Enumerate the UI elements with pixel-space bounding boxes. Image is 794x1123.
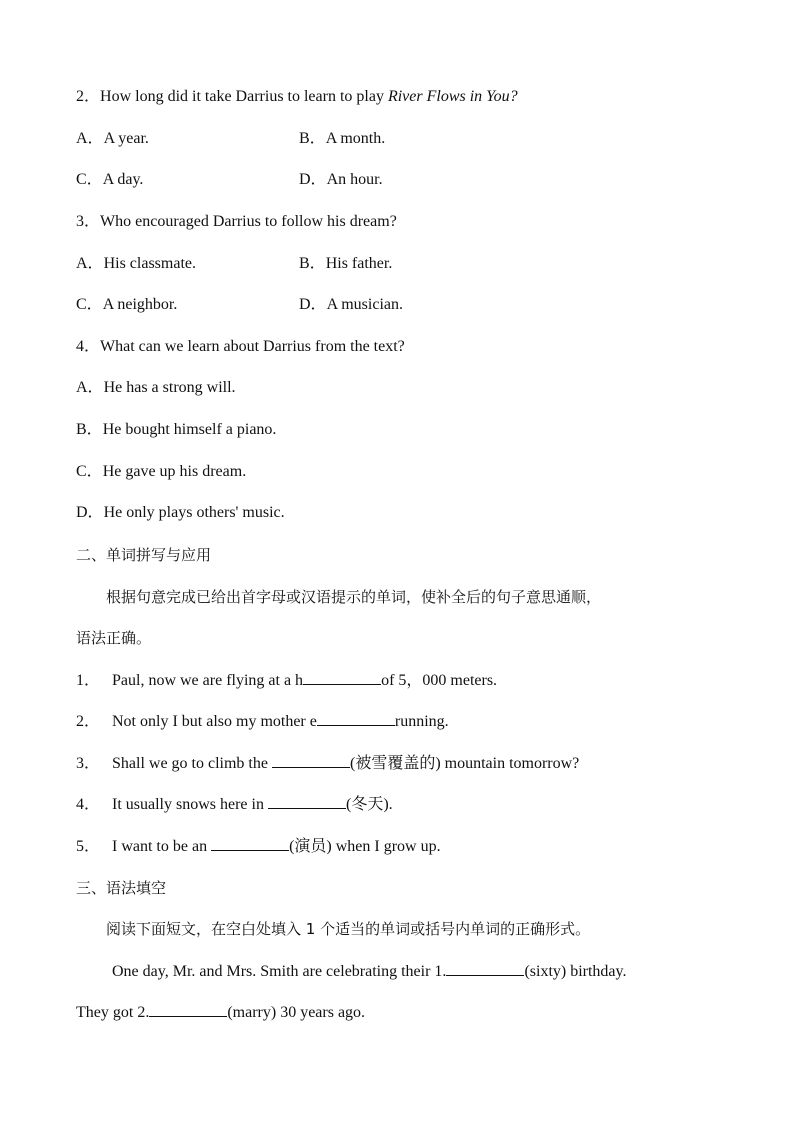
answer-blank[interactable] xyxy=(149,1002,227,1017)
passage-line-2 xyxy=(76,1002,365,1023)
question-3 xyxy=(76,212,397,232)
answer-blank[interactable] xyxy=(446,961,524,976)
spelling-item-3 xyxy=(76,753,579,774)
option-text: An hour. xyxy=(326,171,383,188)
item-text-after: running. xyxy=(394,713,449,730)
option-label: D． xyxy=(299,296,327,313)
option-text: He bought himself a piano. xyxy=(102,421,277,438)
option-label: D． xyxy=(299,171,327,188)
answer-blank[interactable] xyxy=(303,670,381,685)
option-a[interactable] xyxy=(76,254,196,274)
option-text: A musician. xyxy=(326,296,403,313)
answer-blank[interactable] xyxy=(211,836,289,851)
option-c[interactable] xyxy=(76,462,246,482)
item-number: 2． xyxy=(76,713,101,730)
passage-text: (sixty) birthday. xyxy=(524,963,627,980)
option-label: B． xyxy=(299,130,326,147)
option-d[interactable] xyxy=(299,170,383,190)
option-b[interactable] xyxy=(299,129,385,149)
section-2-instruction-line-1: 根据句意完成已给出首字母或汉语提示的单词，使补全后的句子意思通顺， xyxy=(106,588,602,606)
option-text: A day. xyxy=(102,171,144,188)
option-label: B． xyxy=(76,421,103,438)
option-text: A year. xyxy=(103,130,149,147)
section-3-instruction: 阅读下面短文，在空白处填入 1 个适当的单词或括号内单词的正确形式。 xyxy=(106,920,591,938)
option-text: His father. xyxy=(325,255,393,272)
item-text-after: of 5，000 meters. xyxy=(381,672,498,689)
option-label: C． xyxy=(76,171,103,188)
question-4-number: 4． xyxy=(76,338,101,355)
item-text-before: Not only I but also my mother e xyxy=(112,713,317,730)
option-d[interactable] xyxy=(76,503,285,523)
option-b[interactable] xyxy=(299,254,392,274)
item-number: 1． xyxy=(76,672,101,689)
answer-blank[interactable] xyxy=(268,794,346,809)
option-a[interactable] xyxy=(76,130,149,147)
spelling-item-1 xyxy=(76,670,497,691)
option-c[interactable] xyxy=(76,170,143,190)
option-label: B． xyxy=(299,255,326,272)
option-label: D． xyxy=(76,504,104,521)
option-b[interactable] xyxy=(76,420,276,440)
question-2 xyxy=(76,87,518,107)
option-label: A． xyxy=(76,130,104,147)
question-2-option-row-1 xyxy=(76,129,149,149)
option-d[interactable] xyxy=(299,295,403,315)
option-text: He gave up his dream. xyxy=(102,463,247,480)
item-text-after: (演员) when I grow up. xyxy=(289,838,441,855)
passage-text: They got 2. xyxy=(76,1004,150,1021)
question-3-text: Who encouraged Darrius to follow his dream? xyxy=(100,213,397,230)
option-c[interactable] xyxy=(76,295,177,315)
spelling-item-2 xyxy=(76,711,449,732)
section-3-heading: 三、语法填空 xyxy=(76,879,167,897)
spelling-item-5 xyxy=(76,836,441,857)
question-2-song-title: River Flows in You? xyxy=(387,88,518,105)
question-4-text: What can we learn about Darrius from the text? xyxy=(100,338,405,355)
passage-text: (marry) 30 years ago. xyxy=(227,1004,366,1021)
item-text-before: It usually snows here in xyxy=(112,796,268,813)
item-text-after: (被雪覆盖的) mountain tomorrow? xyxy=(349,755,580,772)
option-label: A． xyxy=(76,379,104,396)
item-number: 4． xyxy=(76,796,101,813)
option-text: He only plays others' music. xyxy=(103,504,285,521)
option-text: A neighbor. xyxy=(102,296,178,313)
question-2-text: How long did it take Darrius to learn to play xyxy=(100,88,388,105)
option-label: C． xyxy=(76,296,103,313)
question-2-number: 2． xyxy=(76,88,101,105)
section-2-heading: 二、单词拼写与应用 xyxy=(76,546,212,564)
option-a[interactable] xyxy=(76,378,236,398)
option-label: C． xyxy=(76,463,103,480)
passage-text: One day, Mr. and Mrs. Smith are celebrating their 1. xyxy=(112,963,447,980)
item-text-before: Shall we go to climb the xyxy=(112,755,272,772)
question-4 xyxy=(76,337,405,357)
answer-blank[interactable] xyxy=(317,711,395,726)
section-2-instruction-line-2: 语法正确。 xyxy=(76,629,152,647)
question-3-number: 3． xyxy=(76,213,101,230)
passage-line-1 xyxy=(112,961,627,982)
option-label: A． xyxy=(76,255,104,272)
option-text: His classmate. xyxy=(103,255,196,272)
item-text-after: (冬天). xyxy=(345,796,393,813)
item-number: 3． xyxy=(76,755,101,772)
item-number: 5． xyxy=(76,838,101,855)
item-text-before: Paul, now we are flying at a h xyxy=(112,672,304,689)
item-text-before: I want to be an xyxy=(112,838,212,855)
spelling-item-4 xyxy=(76,794,393,815)
option-text: He has a strong will. xyxy=(103,379,236,396)
answer-blank[interactable] xyxy=(272,753,350,768)
option-text: A month. xyxy=(325,130,386,147)
